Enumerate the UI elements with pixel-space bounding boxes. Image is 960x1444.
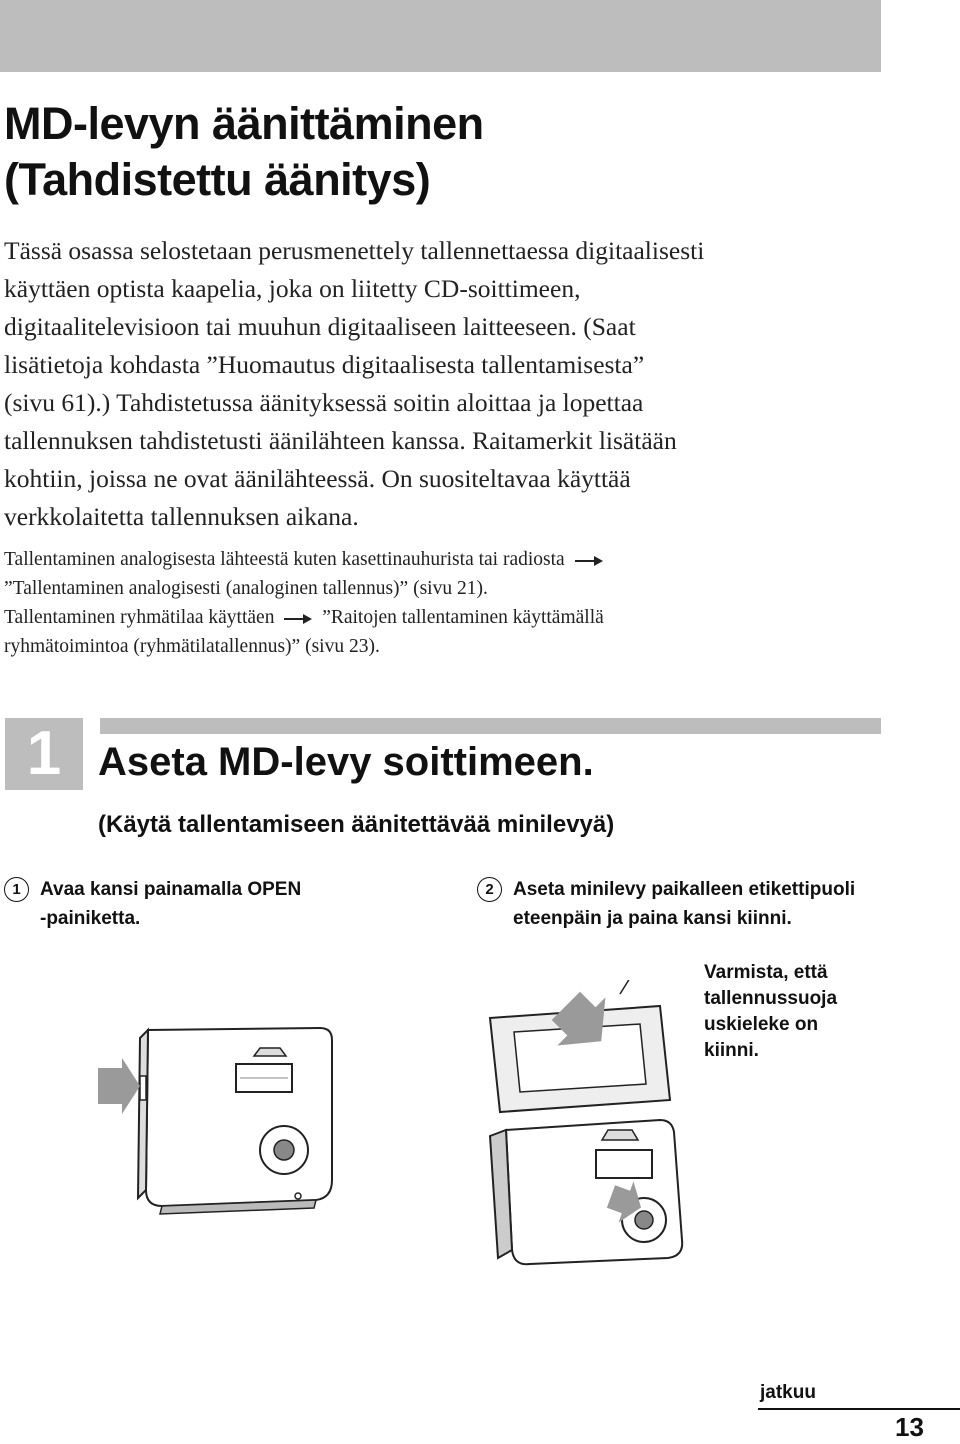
intro-line: lisätietoja kohdasta ”Huomautus digitaalisesta tallentamisesta” (4, 350, 645, 379)
callout-line: Varmista, että (704, 962, 828, 983)
continued-label: jatkuu (760, 1382, 816, 1403)
page-title (4, 96, 484, 208)
protection-tab-callout (704, 960, 837, 1064)
step-title: Aseta MD-levy soittimeen. (98, 740, 594, 784)
footer-rule (758, 1408, 960, 1410)
cross-reference-notes (4, 545, 904, 661)
intro-line: Tässä osassa selostetaan perusmenettely tallennettaessa digitaalisesti (4, 236, 705, 265)
arrow-right-icon (574, 555, 604, 567)
intro-paragraph (4, 232, 904, 536)
substep-number: 1 (4, 877, 29, 902)
player-open-illustration (470, 980, 720, 1280)
page-title-line-1: MD-levyn äänittäminen (4, 98, 484, 149)
open-button (140, 1076, 146, 1100)
page-title-line-2: (Tahdistettu äänitys) (4, 154, 431, 205)
arrow-right-icon (283, 613, 313, 625)
intro-line: digitaalitelevisioon tai muuhun digitaaliseen laitteeseen. (Saat (4, 312, 636, 341)
note-link[interactable]: ryhmätoimintoa (ryhmätilatallennus)” (sivu 23). (4, 636, 380, 657)
note-link[interactable]: ”Tallentaminen analogisesti (analoginen tallennus)” (sivu 21). (4, 578, 488, 599)
player-closed-illustration (70, 1020, 350, 1220)
intro-line: käyttäen optista kaapelia, joka on liitetty CD-soittimeen, (4, 274, 581, 303)
callout-line: kiinni. (704, 1040, 759, 1061)
substep-line: Avaa kansi painamalla OPEN (40, 879, 302, 900)
note-line (4, 545, 904, 574)
note-text: Tallentaminen ryhmätilaa käyttäen (4, 607, 275, 628)
header-band (0, 0, 881, 72)
note-text: Tallentaminen analogisesta lähteestä kuten kasettinauhurista tai radiosta (4, 549, 565, 570)
arrow-pointer-icon (98, 1058, 140, 1114)
intro-line: (sivu 61).) Tahdistetussa äänityksessä soitin aloittaa ja lopettaa (4, 388, 644, 417)
substep-number: 2 (477, 877, 502, 902)
step-subtitle: (Käytä tallentamiseen äänitettävää minilevyä) (98, 811, 615, 838)
note-link[interactable]: ”Raitojen tallentaminen käyttämällä (322, 607, 604, 628)
callout-leader (620, 980, 706, 994)
intro-line: verkkolaitetta tallennuksen aikana. (4, 502, 359, 531)
button-shape (254, 1048, 286, 1056)
callout-line: uskieleke on (704, 1014, 819, 1035)
substep-line: Aseta minilevy paikalleen etikettipuoli (513, 879, 856, 900)
substep-text (513, 875, 855, 933)
step-number: 1 (26, 719, 62, 788)
note-line (4, 603, 904, 632)
intro-line: tallennuksen tahdistetusti äänilähteen kanssa. Raitamerkit lisätään (4, 426, 677, 455)
substep-line: eteenpäin ja paina kansi kiinni. (513, 908, 792, 929)
intro-line: kohtiin, joissa ne ovat äänilähteessä. On suositeltavaa käyttää (4, 464, 631, 493)
substep-text (40, 875, 301, 933)
step-number-box (5, 718, 83, 790)
substep-line: -painiketta. (40, 908, 141, 929)
page-number: 13 (895, 1412, 924, 1442)
callout-line: tallennussuoja (704, 988, 838, 1009)
step-rule (100, 718, 881, 734)
